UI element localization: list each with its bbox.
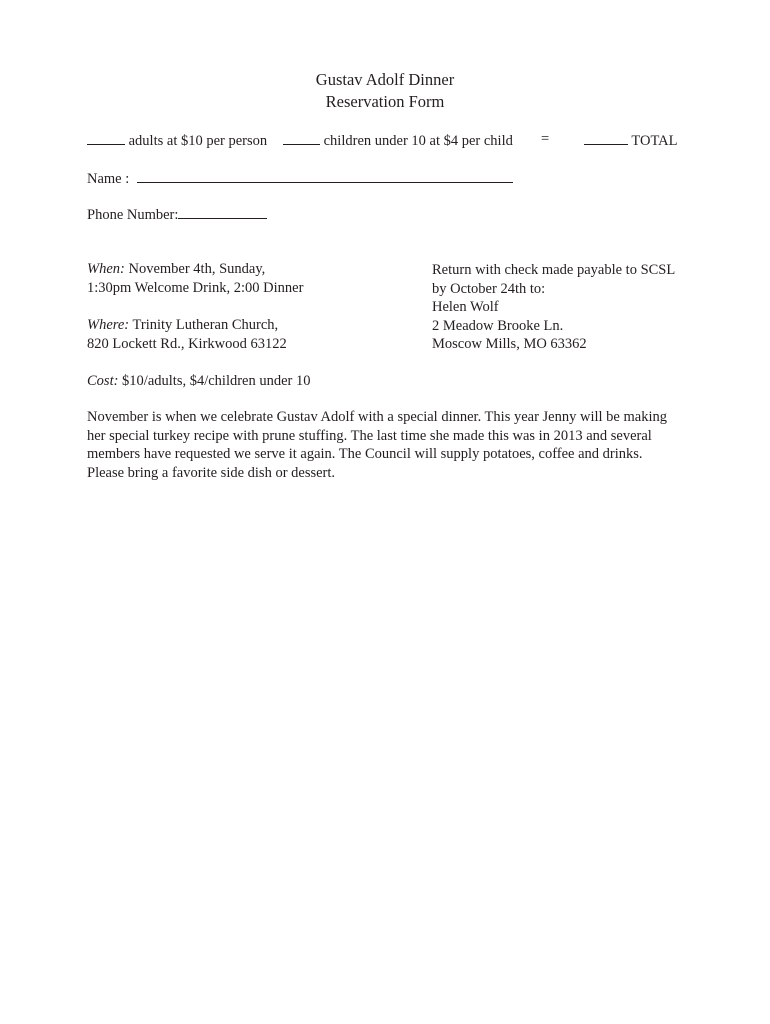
title-line-1: Gustav Adolf Dinner — [315, 70, 455, 89]
adults-count-blank[interactable] — [87, 130, 125, 145]
where-value: Trinity Lutheran Church, — [132, 317, 279, 333]
return-line-4: 2 Meadow Brooke Ln. — [432, 317, 564, 334]
total-blank[interactable] — [584, 130, 628, 145]
cost-label: Cost: — [87, 373, 119, 389]
event-details — [87, 260, 407, 354]
adults-group — [87, 130, 267, 150]
return-line-3: Helen Wolf — [432, 299, 499, 315]
cost-value: $10/adults, $4/children under 10 — [122, 373, 311, 389]
total-group — [584, 130, 677, 150]
cost-line — [87, 372, 311, 391]
order-line — [87, 130, 681, 150]
equals-sign: = — [541, 131, 550, 147]
title-line-2: Reservation Form — [325, 92, 445, 111]
name-row — [87, 168, 513, 188]
return-instructions — [432, 261, 702, 354]
name-label: Name : — [87, 171, 130, 187]
return-line-2: by October 24th to: — [432, 280, 546, 297]
adults-price-text: adults at $10 per person — [128, 133, 268, 149]
children-count-blank[interactable] — [283, 130, 320, 145]
total-label: TOTAL — [631, 133, 678, 149]
when-label: When: — [87, 261, 125, 277]
when-value: November 4th, Sunday, — [128, 261, 266, 277]
children-group — [283, 130, 513, 150]
phone-label: Phone Number: — [87, 207, 179, 223]
children-price-text: children under 10 at $4 per child — [323, 133, 513, 149]
when-line — [87, 260, 407, 279]
description-paragraph: November is when we celebrate Gustav Adolf with a special dinner. This year Jenny will be making her special turkey recipe with prune stuffing. The last time she made this was in 2013 and several members have requested we serve it again. The Council will supply potatoes, coffee and drinks. Please bring a favorite side dish or dessert. — [87, 409, 667, 481]
where-label: Where: — [87, 317, 130, 333]
name-blank[interactable] — [137, 168, 513, 183]
return-line-5: Moscow Mills, MO 63362 — [432, 336, 587, 352]
where-line — [87, 316, 407, 335]
phone-blank[interactable] — [178, 204, 267, 219]
time-line: 1:30pm Welcome Drink, 2:00 Dinner — [87, 280, 304, 296]
address-line: 820 Lockett Rd., Kirkwood 63122 — [87, 336, 287, 352]
form-title — [0, 69, 770, 113]
phone-row — [87, 204, 267, 224]
return-line-1: Return with check made payable to SCSL — [432, 262, 676, 278]
